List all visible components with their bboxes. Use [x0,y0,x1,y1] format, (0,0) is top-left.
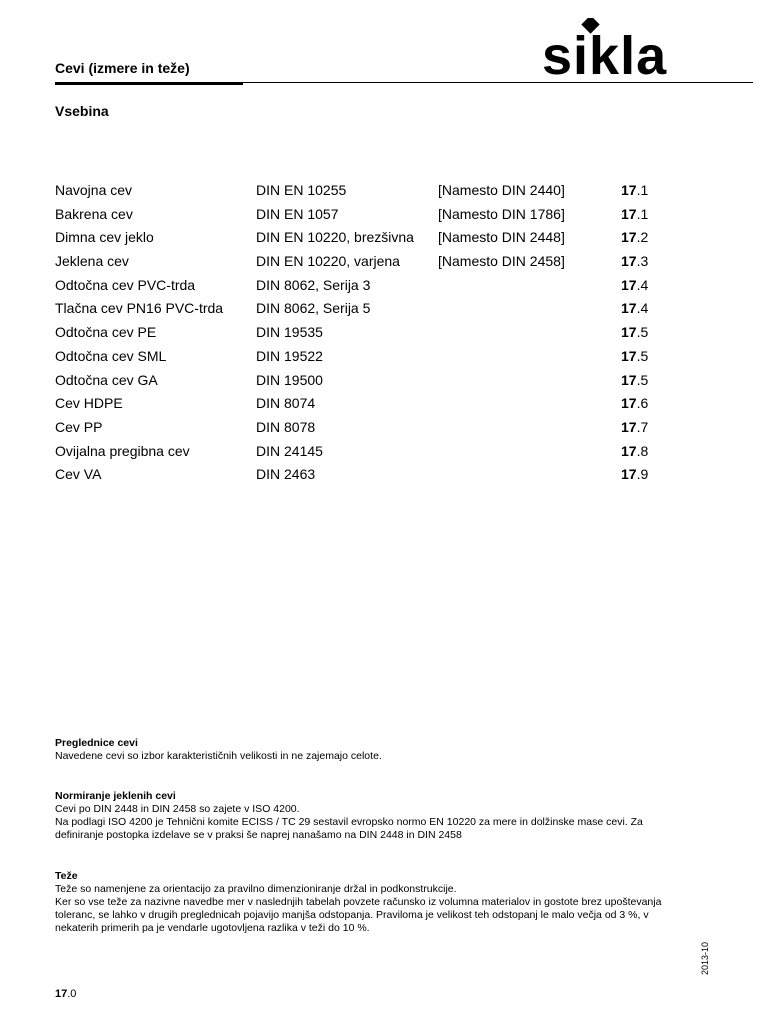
toc-subpage: .1 [636,182,649,198]
toc-subpage: .4 [636,276,649,293]
sikla-logo [542,18,712,80]
toc-standard: DIN 19535 [256,324,323,341]
toc-subpage: .5 [636,347,649,364]
toc-chapter: 17 [621,276,637,293]
toc-chapter: 17 [621,466,637,483]
toc-row [55,369,695,393]
toc-chapter: 17 [621,205,637,222]
toc-standard: DIN EN 1057 [256,205,339,222]
toc-pipe-name: Tlačna cev PN16 PVC-trda [55,300,224,317]
toc-note: [Namesto DIN 2458] [438,253,565,270]
note-line: Na podlagi ISO 4200 je Tehnični komite ECISS / TC 29 sestavil evropsko normo EN 10220 za mere in dolžinske mase cevi. Za [55,816,643,828]
toc-row [55,226,695,250]
toc-page-ref [621,226,648,250]
toc-standard: DIN 2463 [256,466,316,483]
toc-subpage: .9 [636,466,649,483]
toc-pipe-name: Cev PP [55,418,103,435]
toc-standard: DIN EN 10220, varjena [256,253,400,270]
toc-page-ref [621,179,648,203]
toc-page-ref [621,392,648,416]
toc-pipe-name: Cev VA [55,466,102,483]
toc-standard: DIN 8078 [256,418,316,435]
logo-wordmark: sikla [542,26,668,80]
section-title: Vsebina [55,103,109,119]
toc-page-ref [621,369,648,393]
page-chapter: 17 [55,988,68,1000]
toc-chapter: 17 [621,253,637,270]
toc-subpage: .8 [636,442,649,459]
toc-standard: DIN 8074 [256,395,316,412]
toc-subpage: .7 [636,418,649,435]
toc-page-ref [621,274,648,298]
note-teze [55,870,725,935]
toc-page-ref [621,297,648,321]
toc-row [55,250,695,274]
toc-note: [Namesto DIN 2440] [438,182,565,198]
toc-chapter: 17 [621,229,637,246]
toc-chapter: 17 [621,347,637,364]
toc-standard: DIN 19500 [256,371,323,388]
toc-standard: DIN 19522 [256,347,323,364]
toc-subpage: .5 [636,371,649,388]
toc-subpage: .5 [636,324,649,341]
toc-pipe-name: Odtočna cev PVC-trda [55,276,196,293]
note-line: toleranc, se lahko v drugih preglednicah pojavijo manjša odstopanja. Praviloma je velikost teh odstopanj le malo večja od 3 %, v [55,909,649,921]
toc-row [55,203,695,227]
note-preglednice [55,737,725,763]
header-divider-accent [55,82,243,85]
toc-subpage: .3 [636,253,649,270]
page-sub: .0 [67,988,77,1000]
toc-table [55,179,695,487]
toc-subpage: .1 [636,205,649,222]
toc-page-ref [621,250,648,274]
toc-standard: DIN 8062, Serija 3 [256,276,371,293]
toc-page-ref [621,321,648,345]
toc-chapter: 17 [621,182,637,198]
toc-pipe-name: Dimna cev jeklo [55,229,154,246]
toc-page-ref [621,203,648,227]
page-header-title: Cevi (izmere in teže) [55,60,190,76]
toc-row [55,321,695,345]
toc-page-ref [621,463,648,487]
toc-standard: DIN EN 10255 [256,182,347,198]
toc-pipe-name: Bakrena cev [55,205,133,222]
toc-row [55,179,695,203]
note-heading: Teže [55,870,78,882]
toc-chapter: 17 [621,371,637,388]
toc-chapter: 17 [621,442,637,459]
toc-standard: DIN 8062, Serija 5 [256,300,371,317]
page-number [55,988,76,1000]
toc-row [55,345,695,369]
toc-standard: DIN 24145 [256,442,323,459]
toc-row [55,392,695,416]
toc-pipe-name: Odtočna cev PE [55,324,157,341]
toc-page-ref [621,440,648,464]
note-line: Teže so namenjene za orientacijo za pravilno dimenzioniranje držal in podkonstrukcije. [55,883,457,895]
toc-row [55,463,695,487]
toc-standard: DIN EN 10220, brezšivna [256,229,414,246]
toc-row [55,274,695,298]
toc-chapter: 17 [621,324,637,341]
toc-pipe-name: Odtočna cev SML [55,347,167,364]
toc-row [55,416,695,440]
toc-chapter: 17 [621,418,637,435]
note-line: nekaterih primerih pa je vendarle ugotovljena razlika v teži do 10 %. [55,922,370,934]
note-normiranje [55,790,725,842]
note-line: Cevi po DIN 2448 in DIN 2458 so zajete v ISO 4200. [55,803,300,815]
toc-pipe-name: Ovijalna pregibna cev [55,442,190,459]
toc-page-ref [621,345,648,369]
toc-subpage: .6 [636,395,649,412]
toc-pipe-name: Jeklena cev [55,253,129,270]
toc-pipe-name: Navojna cev [55,182,133,198]
note-line: Navedene cevi so izbor karakterističnih velikosti in ne zajemajo celote. [55,750,382,762]
toc-subpage: .4 [636,300,649,317]
toc-row [55,297,695,321]
edition-date: 2013-10 [700,941,710,975]
toc-pipe-name: Cev HDPE [55,395,123,412]
toc-page-ref [621,416,648,440]
note-line: definiranje postopka izdelave se v praksi še naprej nanašamo na DIN 2448 in DIN 2458 [55,829,462,841]
toc-note: [Namesto DIN 2448] [438,229,565,246]
toc-pipe-name: Odtočna cev GA [55,371,158,388]
note-heading: Normiranje jeklenih cevi [55,790,176,802]
toc-note: [Namesto DIN 1786] [438,205,565,222]
note-heading: Preglednice cevi [55,737,138,749]
toc-chapter: 17 [621,300,637,317]
toc-subpage: .2 [636,229,649,246]
toc-row [55,440,695,464]
toc-chapter: 17 [621,395,637,412]
note-line: Ker so vse teže za nazivne navedbe mer v naslednjih tabelah povzete računsko iz volumna materialov in gostote brez upoštevanja [55,896,662,908]
